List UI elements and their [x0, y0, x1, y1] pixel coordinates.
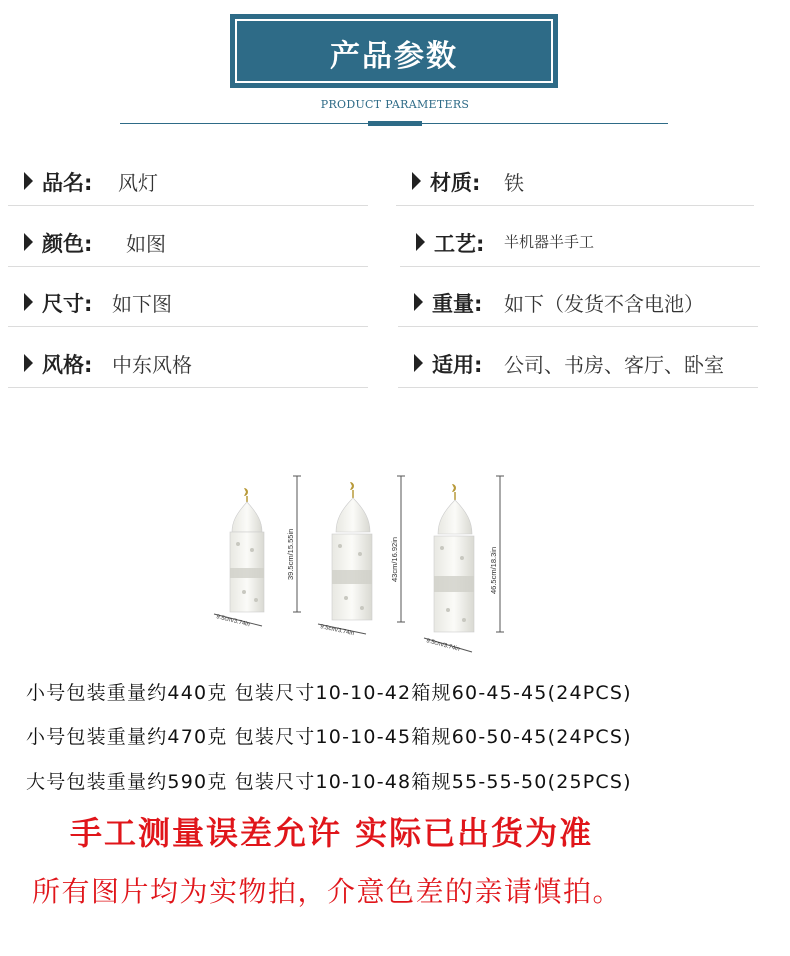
param-craft — [400, 221, 760, 261]
title-banner — [230, 14, 558, 88]
param-style — [8, 342, 368, 382]
param-value: 风灯 — [118, 171, 158, 195]
param-label: 工艺: — [434, 232, 485, 256]
param-material — [396, 160, 754, 200]
page-subtitle: PRODUCT PARAMETERS — [320, 98, 470, 111]
param-value: 如下图 — [112, 292, 172, 316]
row-divider — [398, 387, 758, 388]
param-value: 如下（发货不含电池） — [504, 292, 704, 316]
spec-line-1: 小号包装重量约440克 包装尺寸10-10-42箱规60-45-45(24PCS) — [26, 682, 632, 704]
param-name — [8, 160, 368, 200]
lamp-large — [424, 476, 504, 653]
lamp-size-illustration — [200, 470, 520, 670]
param-value: 如图 — [126, 232, 166, 256]
header-divider-accent — [368, 121, 422, 126]
lamp-height-label: 46.5cm/18.3in — [489, 546, 498, 594]
photo-note: 所有图片均为实物拍，介意色差的亲请慎拍。 — [32, 875, 623, 908]
param-label: 尺寸: — [42, 292, 93, 316]
triangle-bullet-icon — [414, 354, 423, 372]
row-divider — [400, 266, 760, 267]
row-divider — [8, 205, 368, 206]
measurement-note: 手工测量误差允许 实际已出货为准 — [70, 814, 594, 852]
triangle-bullet-icon — [24, 233, 33, 251]
row-divider — [8, 266, 368, 267]
triangle-bullet-icon — [416, 233, 425, 251]
spec-line-3: 大号包装重量约590克 包装尺寸10-10-48箱规55-55-50(25PCS) — [26, 771, 632, 793]
param-value: 中东风格 — [112, 353, 192, 377]
page-title: 产品参数 — [330, 39, 458, 74]
param-value: 公司、书房、客厅、卧室 — [504, 353, 724, 377]
row-divider — [8, 326, 368, 327]
lamp-small — [214, 476, 301, 628]
param-color — [8, 221, 368, 261]
lamp-width-label: 9.5cm/3.74in — [425, 638, 461, 653]
param-label: 颜色: — [42, 232, 93, 256]
lamp-height-label: 43cm/16.92in — [390, 536, 399, 582]
lamp-height-label: 39.5cm/15.55in — [286, 528, 295, 580]
param-label: 重量: — [432, 292, 483, 316]
param-size — [8, 281, 368, 321]
lamp-width-label: 9.5cm/3.74in — [319, 624, 355, 638]
row-divider — [8, 387, 368, 388]
triangle-bullet-icon — [24, 172, 33, 190]
param-weight — [398, 281, 758, 321]
param-label: 品名: — [42, 171, 93, 195]
param-label: 适用: — [432, 353, 483, 377]
row-divider — [398, 326, 758, 327]
spec-line-2: 小号包装重量约470克 包装尺寸10-10-45箱规60-50-45(24PCS) — [26, 726, 632, 748]
param-value: 铁 — [504, 171, 524, 195]
lamp-width-label: 9.5cm/3.74in — [215, 614, 251, 629]
param-usage — [398, 342, 758, 382]
triangle-bullet-icon — [24, 293, 33, 311]
param-label: 材质: — [430, 171, 481, 195]
triangle-bullet-icon — [414, 293, 423, 311]
triangle-bullet-icon — [24, 354, 33, 372]
lamp-medium — [318, 476, 405, 637]
triangle-bullet-icon — [412, 172, 421, 190]
param-label: 风格: — [42, 353, 93, 377]
param-value: 半机器半手工 — [504, 233, 595, 251]
row-divider — [396, 205, 754, 206]
